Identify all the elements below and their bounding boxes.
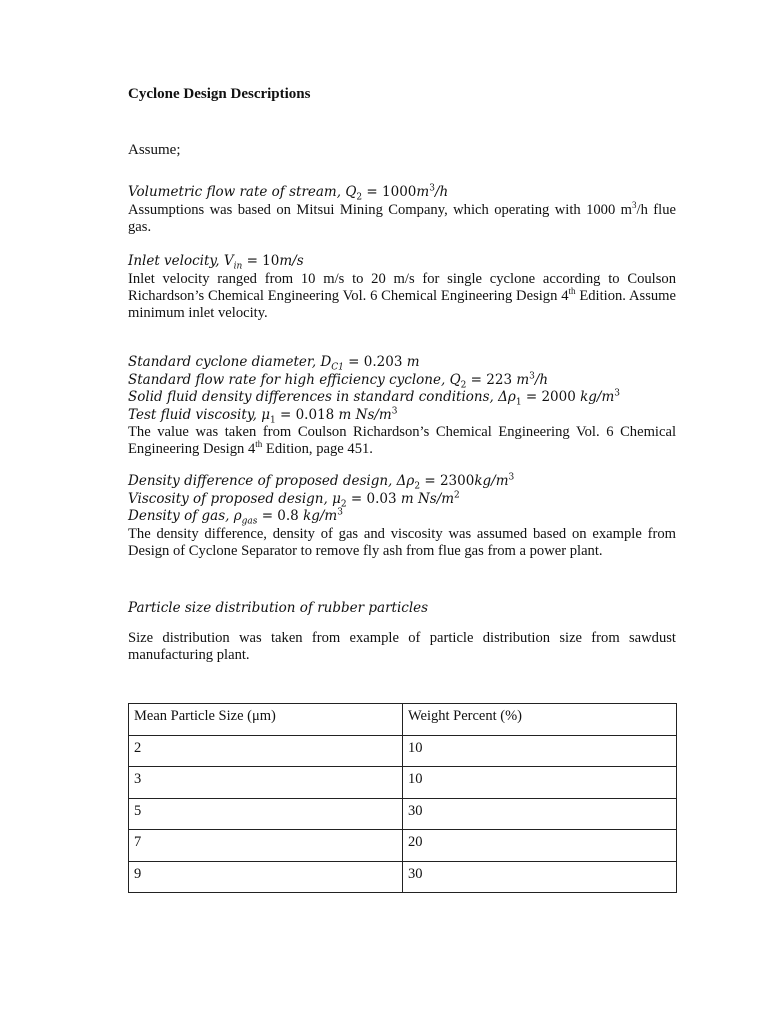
table-row (129, 830, 677, 862)
gas-density-equation: Density of gas, $\rho_{gas} = 0.8$ $kg/m^3$ (128, 507, 343, 527)
proposed-design-section (128, 473, 676, 560)
standard-flow-rate-equation: Standard flow rate for high efficiency cyclone, $Q_2 = 223$ $m^3/h$ (128, 371, 549, 391)
page-title: Cyclone Design Descriptions (128, 86, 311, 102)
table-cell: 9 (129, 861, 403, 893)
table-header-row (129, 704, 677, 736)
table-cell: 30 (403, 861, 677, 893)
inlet-velocity-equation: Inlet velocity, $V_{in} = 10m/s$ (128, 253, 304, 272)
standard-diameter-equation: Standard cyclone diameter, $D_{C1} = 0.203$ m (128, 354, 420, 373)
particle-size-heading: Particle size distribution of rubber particles (128, 600, 429, 616)
volumetric-flow-equation: Volumetric flow rate of stream, $Q_2 = 1000m^3/h$ (128, 183, 449, 203)
solid-fluid-density-equation: Solid fluid density differences in standard conditions, $\Delta\rho_1 = 2000$ $kg/m^3$ (128, 388, 620, 408)
table-cell: 10 (403, 735, 677, 767)
table-header-cell: Mean Particle Size (μm) (129, 704, 403, 736)
particle-size-section (128, 600, 676, 664)
table-row (129, 861, 677, 893)
particle-size-table (128, 703, 677, 893)
table-row (129, 735, 677, 767)
inlet-velocity-section (128, 253, 676, 322)
table-cell: 2 (129, 735, 403, 767)
standard-cyclone-section (128, 354, 676, 458)
table-cell: 20 (403, 830, 677, 862)
particle-size-note: Size distribution was taken from example of particle distribution size from sawdust manufacturing plant. (128, 629, 676, 663)
volumetric-flow-section (128, 184, 676, 236)
table-row (129, 798, 677, 830)
assume-label: Assume; (128, 142, 181, 158)
density-difference-equation: Density difference of proposed design, $\Delta\rho_2 = 2300kg/m^3$ (128, 472, 515, 492)
proposed-viscosity-equation: Viscosity of proposed design, $\mu_2 = 0.03$ m $Ns/m^2$ (128, 490, 460, 510)
test-fluid-viscosity-equation: Test fluid viscosity, $\mu_1 = 0.018$ m $Ns/m^3$ (128, 406, 398, 426)
standard-cyclone-note: The value was taken from Coulson Richardson’s Chemical Engineering Vol. 6 Chemical Engineering Design 4th Edition, page 451. (128, 424, 676, 457)
table-cell: 5 (129, 798, 403, 830)
table-cell: 10 (403, 767, 677, 799)
table-cell: 30 (403, 798, 677, 830)
proposed-design-note: The density difference, density of gas and viscosity was assumed based on example from Design of Cyclone Separator to remove fly ash from flue gas from a power plant. (128, 525, 676, 559)
table-header-cell: Weight Percent (%) (403, 704, 677, 736)
table-row (129, 767, 677, 799)
table-cell: 7 (129, 830, 403, 862)
inlet-velocity-note: Inlet velocity ranged from 10 m/s to 20 m/s for single cyclone according to Coulson Richardson’s Chemical Engineering Vol. 6 Chemical Engineering Design 4th Edition. Assume minimum inlet velocity. (128, 270, 677, 321)
table-cell: 3 (129, 767, 403, 799)
volumetric-flow-note: Assumptions was based on Mitsui Mining Company, which operating with 1000 $m^3/h$ flue gas. (128, 199, 676, 235)
